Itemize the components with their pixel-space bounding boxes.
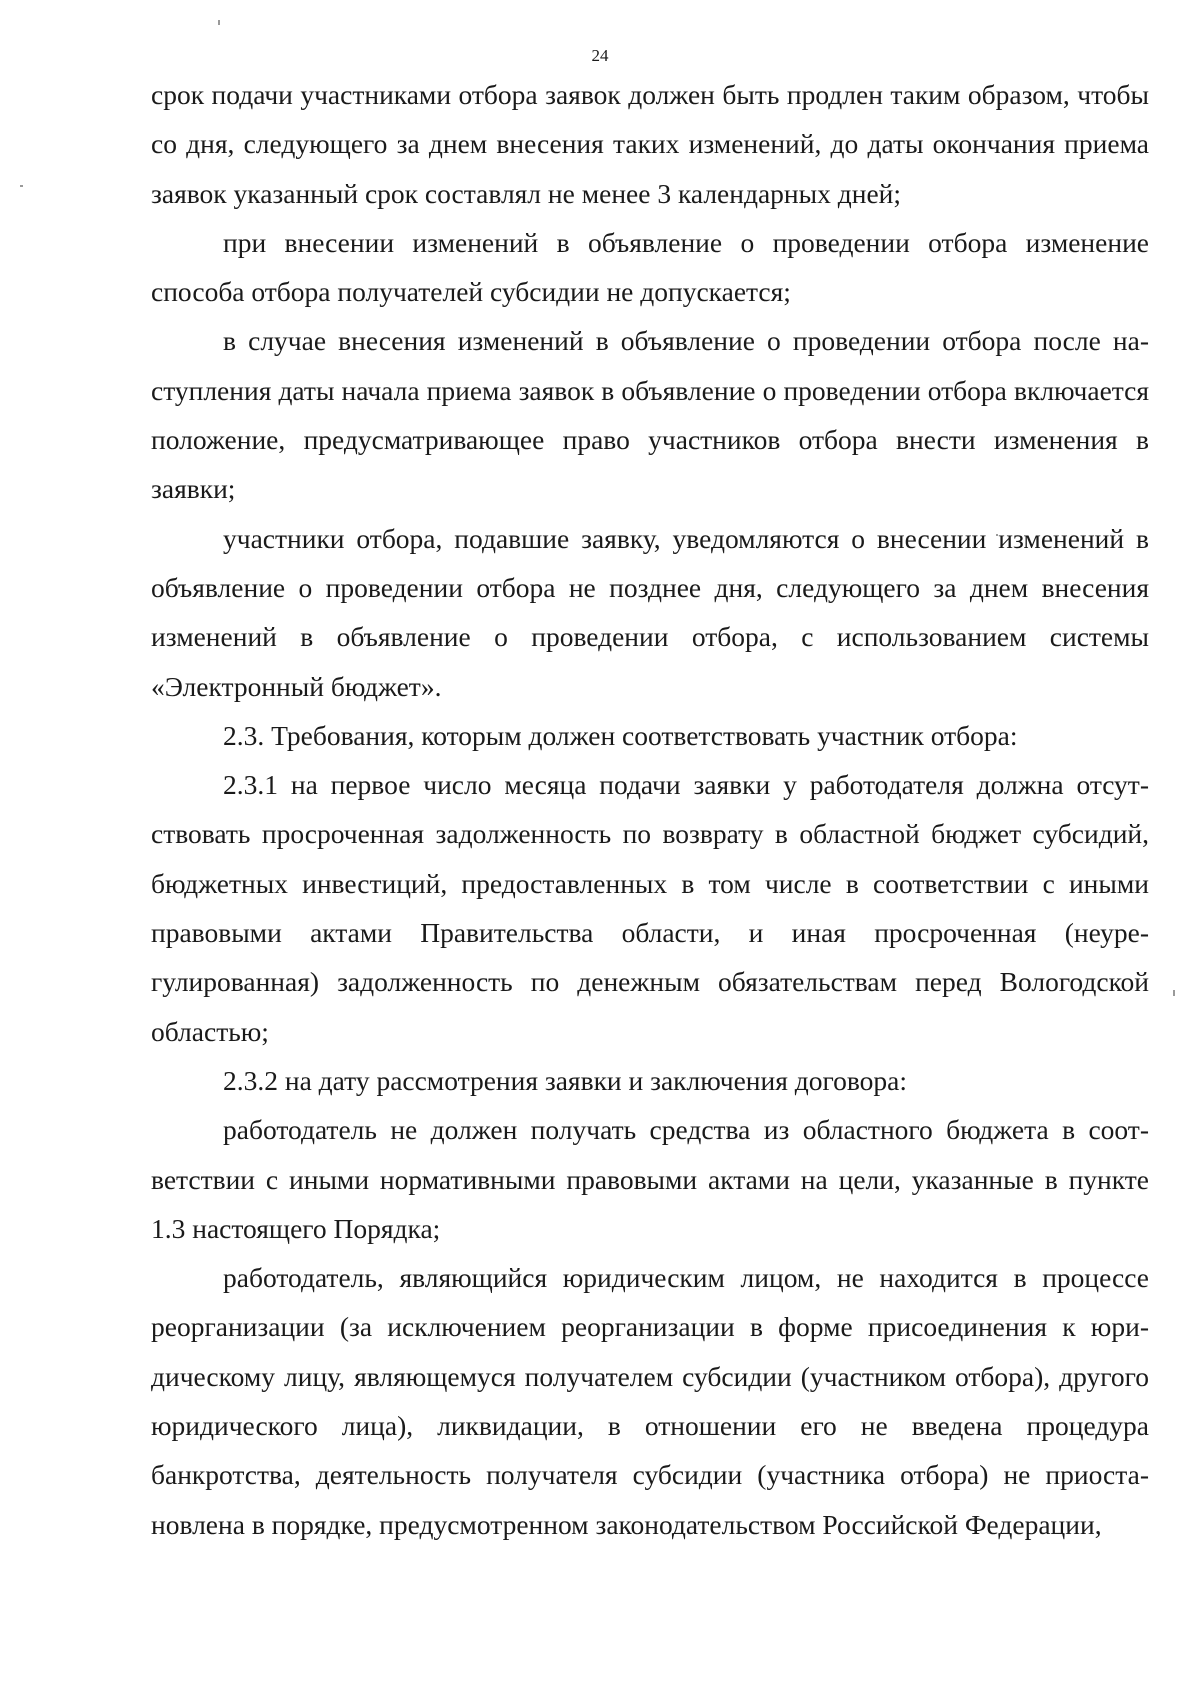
document-body xyxy=(151,70,1149,1549)
paragraph: 2.3.1 на первое число месяца подачи заявки у работодателя должна отсутствовать просроченная задолженность по возврату в областной бюджет субсидий, бюджетных инвестиций, предоставленных в том числе в соответствии с иными правовыми актами Правительства области, и иная просроченная (неурегулированная) задолженность по денежным обязательствам перед Вологодской областью; xyxy=(151,769,1149,1047)
scan-speck xyxy=(218,20,220,25)
scan-speck xyxy=(20,185,23,187)
scan-speck xyxy=(1173,990,1175,996)
paragraph: работодатель, являющийся юридическим лицом, не находится в процессе реорганизации (за исключением реорганизации в форме присоединения к юридическому лицу, являющемуся получателем субсидии (участником отбора), другого юридического лица), ликвидации, в отношении его не введена процедура банкротства, деятельность получателя субсидии (участника отбора) не приостановлена в порядке, предусмотренном законодательством Российской Федерации, xyxy=(151,1262,1149,1540)
paragraph: работодатель не должен получать средства из областного бюджета в соответствии с иными нормативными правовыми актами на цели, указанные в пункте 1.3 настоящего Порядка; xyxy=(151,1114,1149,1244)
section-heading-2-3: 2.3. Требования, которым должен соответствовать участник отбора: xyxy=(223,719,1018,751)
paragraph: при внесении изменений в объявление о проведении отбора изменение способа отбора получателей субсидии не допускается; xyxy=(151,226,1149,308)
paragraph: в случае внесения изменений в объявление о проведении отбора после наступления даты начала приема заявок в объявление о проведении отбора включается положение, предусматривающее право участников отбора внести изменения в заявки; xyxy=(151,325,1149,505)
paragraph: срок подачи участниками отбора заявок должен быть продлен таким образом, чтобы со дня, следующего за днем внесения таких изменений, до даты окончания приема заявок указанный срок составлял не менее 3 календарных дней; xyxy=(151,79,1149,209)
page-number: 24 xyxy=(591,46,609,65)
paragraph: 2.3.2 на дату рассмотрения заявки и заключения договора: xyxy=(223,1064,907,1096)
paragraph: участники отбора, подавшие заявку, уведомляются о внесении изменений в объявление о проведении отбора не позднее дня, следующего за днем внесения изменений в объявление о проведении отбора, с использованием системы «Электронный бюджет». xyxy=(151,522,1149,702)
